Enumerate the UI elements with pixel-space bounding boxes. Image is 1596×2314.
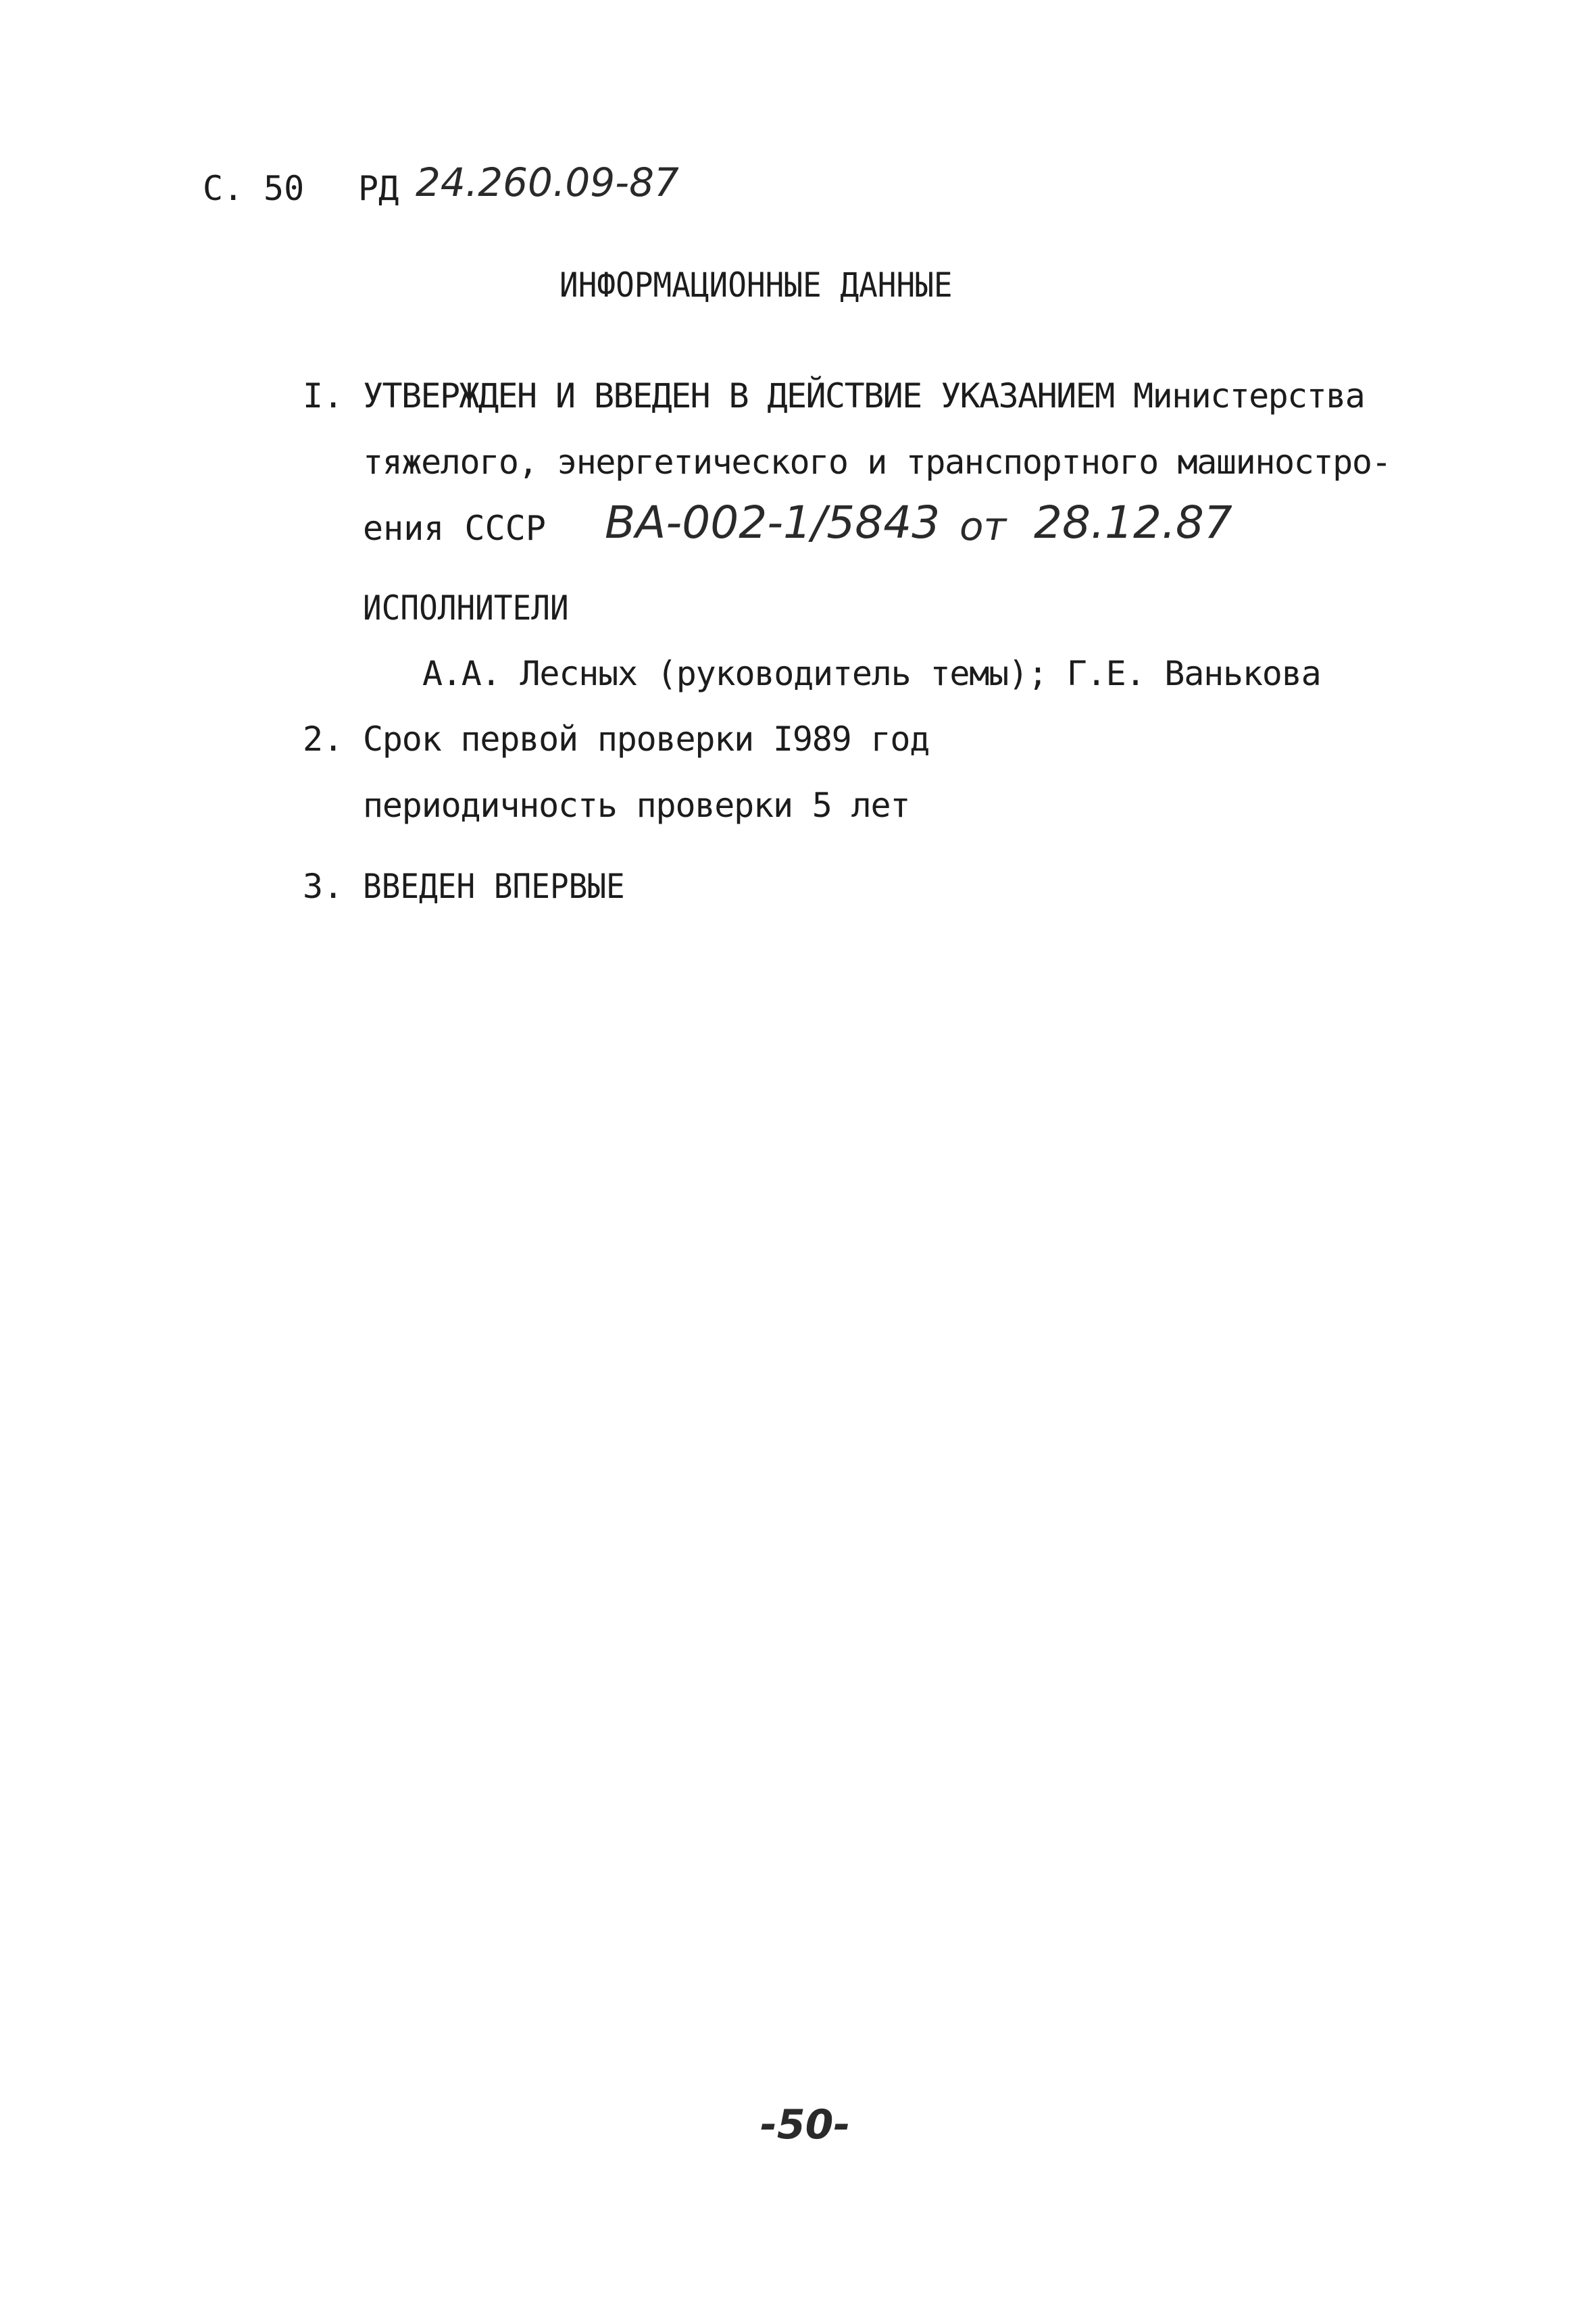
approval-date-prefix-handwritten: от [959, 503, 1007, 549]
item-2-line-1: Срок первой проверки I989 год [363, 720, 930, 759]
item-1-line-2: тяжелого, энергетического и транспортного машиностро- [363, 443, 1391, 482]
item-3-line-1: ВВЕДЕН ВПЕРВЫЕ [363, 867, 625, 906]
approval-order-handwritten: ВА-002-1/5843 [605, 497, 941, 549]
approval-date-handwritten: 28.12.87 [1034, 497, 1232, 549]
executors-label: ИСПОЛНИТЕЛИ [363, 588, 569, 628]
item-1-line-1: УТВЕРЖДЕН И ВВЕДЕН В ДЕЙСТВИЕ УКАЗАНИЕМ Министерства [363, 376, 1365, 416]
item-1-number: I. [303, 376, 344, 416]
item-2-number: 2. [303, 720, 344, 759]
footer-page-number-handwritten: -50- [760, 2101, 851, 2148]
doc-number-handwritten: 24.260.09-87 [416, 159, 679, 205]
item-1-line-3: ения СССР [363, 509, 546, 548]
executors-names: А.А. Лесных (руководитель темы); Г.Е. Ванькова [422, 654, 1321, 693]
page-number: 50 [264, 169, 305, 208]
page-title: ИНФОРМАЦИОННЫЕ ДАННЫЕ [559, 266, 953, 305]
page-prefix: С. [203, 169, 244, 208]
item-2-line-2: периодичность проверки 5 лет [363, 786, 910, 825]
item-3-number: 3. [303, 867, 344, 906]
doc-prefix: РД [358, 169, 399, 208]
